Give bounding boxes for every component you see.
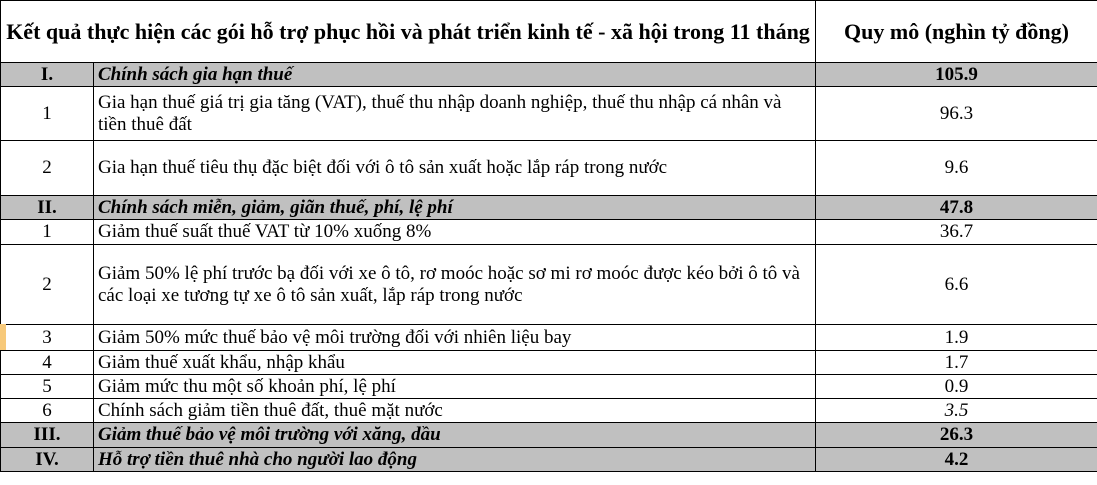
- header-row: [1, 1, 1097, 63]
- table-title: Kết quả thực hiện các gói hỗ trợ phục hồi và phát triển kinh tế - xã hội trong 11 tháng: [1, 1, 816, 63]
- section-row: [1, 63, 1097, 87]
- row-value: 9.6: [816, 141, 1097, 196]
- table-row: [1, 375, 1097, 399]
- row-number: 6: [1, 399, 94, 423]
- row-value: 105.9: [816, 63, 1097, 87]
- row-number: 4: [1, 351, 94, 375]
- row-label: Giảm 50% lệ phí trước bạ đối với xe ô tô, rơ moóc hoặc sơ mi rơ moóc được kéo bởi ô tô và các loại xe tương tự xe ô tô sản xuất, lắp ráp trong nước: [94, 245, 816, 325]
- table-row: [1, 87, 1097, 141]
- row-value: 96.3: [816, 87, 1097, 141]
- row-label: Giảm thuế suất thuế VAT từ 10% xuống 8%: [94, 220, 816, 245]
- row-label: Giảm thuế xuất khẩu, nhập khẩu: [94, 351, 816, 375]
- row-number: II.: [1, 196, 94, 220]
- row-number: IV.: [1, 448, 94, 472]
- row-label: Gia hạn thuế tiêu thụ đặc biệt đối với ô tô sản xuất hoặc lắp ráp trong nước: [94, 141, 816, 196]
- row-label: Chính sách miễn, giảm, giãn thuế, phí, lệ phí: [94, 196, 816, 220]
- row-label: Gia hạn thuế giá trị gia tăng (VAT), thuế thu nhập doanh nghiệp, thuế thu nhập cá nhân và tiền thuê đất: [94, 87, 816, 141]
- row-number: 1: [1, 87, 94, 141]
- row-value: 0.9: [816, 375, 1097, 399]
- row-number: 2: [1, 245, 94, 325]
- row-number: I.: [1, 63, 94, 87]
- row-value: 36.7: [816, 220, 1097, 245]
- section-row: [1, 196, 1097, 220]
- row-number: 1: [1, 220, 94, 245]
- table-row: [1, 245, 1097, 325]
- table-row: [1, 141, 1097, 196]
- row-value: 1.9: [816, 325, 1097, 351]
- table-row: [1, 220, 1097, 245]
- row-value: 1.7: [816, 351, 1097, 375]
- cell-selection-marker: [0, 324, 6, 350]
- value-column-header: Quy mô (nghìn tỷ đồng): [816, 1, 1097, 63]
- row-label: Hỗ trợ tiền thuê nhà cho người lao động: [94, 448, 816, 472]
- row-label: Chính sách giảm tiền thuê đất, thuê mặt nước: [94, 399, 816, 423]
- row-label: Chính sách gia hạn thuế: [94, 63, 816, 87]
- row-value: 26.3: [816, 423, 1097, 448]
- row-label: Giảm mức thu một số khoản phí, lệ phí: [94, 375, 816, 399]
- row-label: Giảm thuế bảo vệ môi trường với xăng, dầu: [94, 423, 816, 448]
- row-value: 3.5: [816, 399, 1097, 423]
- row-number: 2: [1, 141, 94, 196]
- row-label: Giảm 50% mức thuế bảo vệ môi trường đối với nhiên liệu bay: [94, 325, 816, 351]
- row-number: 5: [1, 375, 94, 399]
- section-row: [1, 423, 1097, 448]
- table-row: [1, 325, 1097, 351]
- table-row: [1, 351, 1097, 375]
- table-row: [1, 399, 1097, 423]
- row-value: 6.6: [816, 245, 1097, 325]
- row-value: 4.2: [816, 448, 1097, 472]
- row-value: 47.8: [816, 196, 1097, 220]
- row-number: 3: [1, 325, 94, 351]
- row-number: III.: [1, 423, 94, 448]
- section-row: [1, 448, 1097, 472]
